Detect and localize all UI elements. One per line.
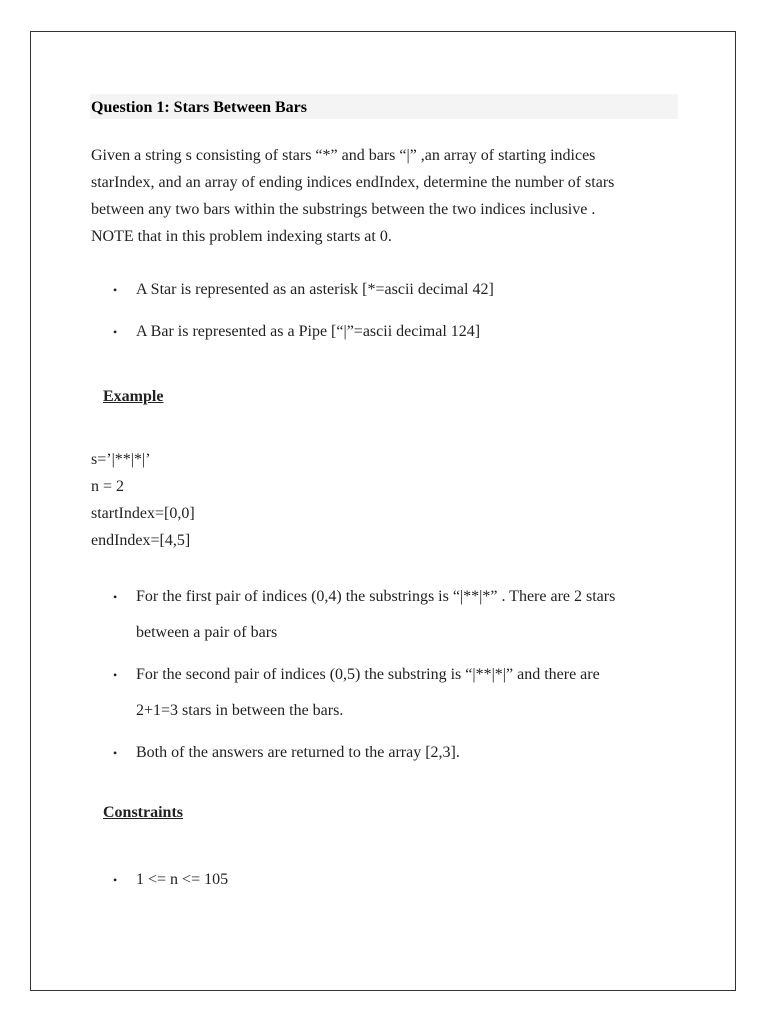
bullet-icon: •	[113, 325, 118, 339]
definition-item: • A Bar is represented as a Pipe [“|”=ascii decimal 124]	[91, 320, 494, 344]
description-line: starIndex, and an array of ending indices endIndex, determine the number of stars	[91, 174, 615, 191]
constraints-heading: Constraints	[103, 804, 184, 821]
example-line: s=’|**|*|’	[91, 451, 151, 468]
question-description	[91, 142, 691, 250]
definition-item: • A Star is represented as an asterisk [*=ascii decimal 42]	[91, 278, 494, 302]
constraints-list	[91, 868, 228, 892]
description-line: between any two bars within the substrings between the two indices inclusive .	[91, 201, 596, 218]
description-line: NOTE that in this problem indexing starts at 0.	[91, 228, 392, 245]
constraint-item: • 1 <= n <= 105	[91, 868, 228, 892]
bullet-icon: •	[113, 746, 118, 760]
example-heading: Example	[103, 388, 164, 405]
definition-list	[91, 278, 494, 344]
bullet-icon: •	[113, 283, 118, 297]
explanation-item: • For the second pair of indices (0,5) the substring is “|**|*|” and there are 2+1=3 stars in between the bars.	[91, 657, 615, 729]
example-line: startIndex=[0,0]	[91, 505, 195, 522]
example-line: n = 2	[91, 478, 125, 495]
bullet-icon: •	[113, 873, 118, 887]
explanation-item: • For the first pair of indices (0,4) the substrings is “|**|*” . There are 2 stars between a pair of bars	[91, 579, 615, 651]
document-page	[30, 31, 736, 991]
bullet-icon: •	[113, 668, 118, 682]
example-explanation-list	[91, 579, 615, 771]
example-line: endIndex=[4,5]	[91, 532, 191, 549]
description-line: Given a string s consisting of stars “*” and bars “|” ,an array of starting indices	[91, 147, 596, 164]
bullet-icon: •	[113, 590, 118, 604]
question-title: Question 1: Stars Between Bars	[91, 99, 307, 116]
explanation-item: • Both of the answers are returned to the array [2,3].	[91, 735, 615, 771]
example-input	[91, 446, 195, 554]
